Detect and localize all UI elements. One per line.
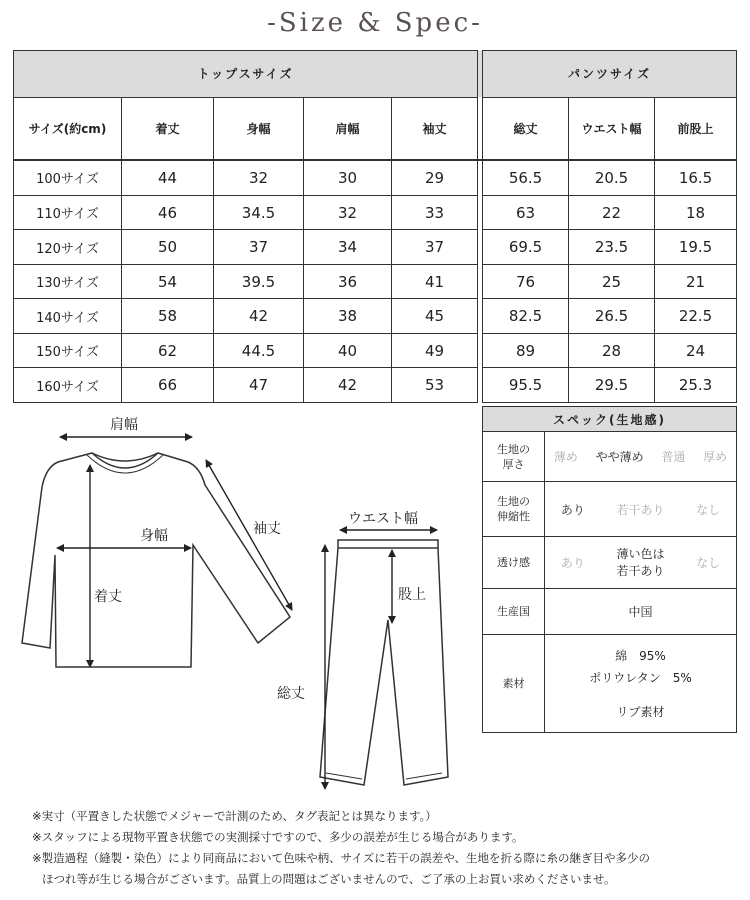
cell-waist: 28 [569,333,655,368]
sheer-options [545,537,737,589]
cell-total-length: 89 [483,333,569,368]
cell-shoulder: 30 [304,160,392,195]
cell-shoulder: 32 [304,195,392,230]
tops-size-header: トップスサイズ [14,51,478,98]
size-table [13,50,736,403]
cell-total-length: 76 [483,264,569,299]
cell-size: 160サイズ [14,368,122,403]
note-3: ※製造過程（縫製・染色）により同商品において色味や柄、サイズに若干の誤差や、生地を折る際に糸の継ぎ目や多少の [32,851,650,865]
thickness-option: やや薄め [595,450,644,464]
cell-body-width: 42 [214,299,304,334]
cell-waist: 26.5 [569,299,655,334]
sheer-opt-slight: 薄い色は 若干あり [616,546,665,578]
material-label: 素材 [483,635,545,733]
cell-size: 110サイズ [14,195,122,230]
cell-shoulder: 38 [304,299,392,334]
cell-size: 130サイズ [14,264,122,299]
cell-rise: 21 [655,264,737,299]
cell-length: 54 [122,264,214,299]
cell-rise: 22.5 [655,299,737,334]
sleeve-label: 袖丈 [253,521,281,537]
origin-label: 生産国 [483,589,545,635]
shirt-outline [22,453,290,667]
material-value: 綿 95% ポリウレタン 5% リブ素材 [545,635,737,733]
size-row [14,264,737,299]
col-waist: ウエスト幅 [569,97,655,160]
cell-sleeve: 45 [392,299,478,334]
cell-rise: 25.3 [655,368,737,403]
cell-rise: 19.5 [655,230,737,265]
cell-rise: 24 [655,333,737,368]
col-rise: 前股上 [655,97,737,160]
cell-sleeve: 29 [392,160,478,195]
size-row [14,368,737,403]
size-row [14,333,737,368]
thickness-options [545,432,737,482]
notes [32,806,742,890]
cell-sleeve: 49 [392,333,478,368]
cell-body-width: 39.5 [214,264,304,299]
cell-length: 62 [122,333,214,368]
cell-sleeve: 37 [392,230,478,265]
size-row [14,195,737,230]
cell-sleeve: 53 [392,368,478,403]
thickness-option: 普通 [661,450,686,464]
cell-size: 100サイズ [14,160,122,195]
col-size: サイズ(約cm) [14,97,122,160]
cell-shoulder: 40 [304,333,392,368]
cell-waist: 20.5 [569,160,655,195]
measurement-diagram [0,405,480,800]
cell-waist: 25 [569,264,655,299]
cell-body-width: 47 [214,368,304,403]
cell-shoulder: 34 [304,230,392,265]
cell-shoulder: 36 [304,264,392,299]
stretch-label: 生地の 伸縮性 [483,482,545,537]
col-length: 着丈 [122,97,214,160]
cell-size: 120サイズ [14,230,122,265]
cell-sleeve: 41 [392,264,478,299]
spec-table [482,406,736,733]
col-total-length: 総丈 [483,97,569,160]
note-4: ほつれ等が生じる場合がございます。品質上の問題はございませんので、ご了承の上お買い求めくださいませ。 [42,872,616,886]
cell-total-length: 69.5 [483,230,569,265]
thickness-option: 厚め [703,450,728,464]
cell-length: 44 [122,160,214,195]
note-1: ※実寸（平置きした状態でメジャーで計測のため、タグ表記とは異なります。） [32,809,437,823]
cell-size: 150サイズ [14,333,122,368]
col-shoulder: 肩幅 [304,97,392,160]
size-rows [14,160,737,402]
body-width-label: 身幅 [140,528,168,544]
sheer-opt-no: なし [696,556,721,570]
sheer-opt-yes: あり [560,556,585,570]
cell-length: 58 [122,299,214,334]
cell-rise: 16.5 [655,160,737,195]
waist-label: ウエスト幅 [348,511,418,527]
sheer-label: 透け感 [483,537,545,589]
page-title: -Size & Spec- [267,8,483,38]
cell-waist: 29.5 [569,368,655,403]
cell-rise: 18 [655,195,737,230]
note-2: ※スタッフによる現物平置き状態での実測採寸ですので、多少の誤差が生じる場合があります。 [32,830,524,844]
pants-size-header: パンツサイズ [483,51,737,98]
cell-length: 66 [122,368,214,403]
size-row [14,230,737,265]
cell-length: 46 [122,195,214,230]
shoulder-label: 肩幅 [110,417,138,433]
length-label: 着丈 [94,589,122,605]
cell-sleeve: 33 [392,195,478,230]
cell-body-width: 44.5 [214,333,304,368]
rise-label: 股上 [398,587,426,603]
pants-outline [320,540,448,785]
cell-total-length: 95.5 [483,368,569,403]
spec-title: スペック(生地感) [483,407,737,432]
size-row [14,160,737,195]
cell-body-width: 37 [214,230,304,265]
cell-body-width: 32 [214,160,304,195]
cell-size: 140サイズ [14,299,122,334]
cell-total-length: 82.5 [483,299,569,334]
cell-shoulder: 42 [304,368,392,403]
cell-body-width: 34.5 [214,195,304,230]
total-length-label: 総丈 [277,686,305,702]
cell-waist: 23.5 [569,230,655,265]
thickness-option: 薄め [553,450,578,464]
stretch-options [545,482,737,537]
col-body-width: 身幅 [214,97,304,160]
stretch-option: なし [696,502,721,517]
thickness-label: 生地の 厚さ [483,432,545,482]
size-row [14,299,737,334]
cell-length: 50 [122,230,214,265]
cell-total-length: 63 [483,195,569,230]
col-sleeve: 袖丈 [392,97,478,160]
cell-total-length: 56.5 [483,160,569,195]
origin-value: 中国 [545,589,737,635]
cell-waist: 22 [569,195,655,230]
stretch-option: あり [560,502,585,517]
stretch-option: 若干あり [616,502,665,517]
